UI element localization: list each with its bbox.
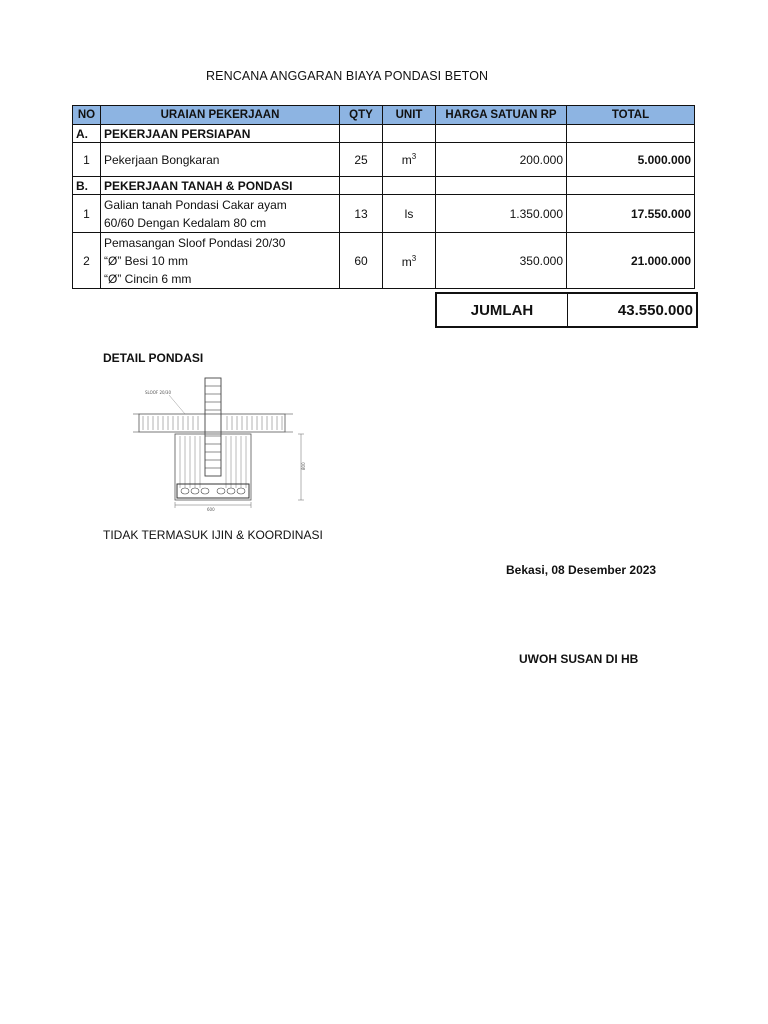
jumlah-value: 43.550.000	[617, 301, 693, 319]
width-dimension-label: 600	[207, 507, 215, 512]
item-qty: 13	[340, 195, 383, 233]
place-date: Bekasi, 08 Desember 2023	[506, 563, 657, 577]
item-total: 5.000.000	[567, 143, 695, 177]
item-total: 21.000.000	[567, 233, 695, 289]
item-harga: 200.000	[436, 143, 567, 177]
header-qty: QTY	[340, 106, 383, 125]
item-desc: Galian tanah Pondasi Cakar ayam 60/60 Dengan Kedalam 80 cm	[101, 195, 340, 233]
section-code: B.	[73, 177, 101, 195]
item-total: 17.550.000	[567, 195, 695, 233]
header-unit: UNIT	[383, 106, 436, 125]
header-total: TOTAL	[567, 106, 695, 125]
section-name: PEKERJAAN PERSIAPAN	[101, 125, 340, 143]
table-row	[73, 195, 695, 233]
sloof-label: SLOOF 20/30	[145, 390, 172, 395]
budget-table	[72, 105, 695, 289]
item-desc: Pemasangan Sloof Pondasi 20/30 “Ø” Besi 10 mm “Ø” Cincin 6 mm	[101, 233, 340, 289]
jumlah-box	[435, 292, 698, 328]
item-harga: 1.350.000	[436, 195, 567, 233]
table-row	[73, 233, 695, 289]
item-unit: $m^3$	[383, 233, 436, 289]
item-desc: Pekerjaan Bongkaran	[101, 143, 340, 177]
item-harga: 350.000	[436, 233, 567, 289]
item-no: 1	[73, 195, 101, 233]
item-no: 1	[73, 143, 101, 177]
document-title: RENCANA ANGGARAN BIAYA PONDASI BETON	[206, 69, 489, 83]
item-no: 2	[73, 233, 101, 289]
signatory-name: UWOH SUSAN DI HB	[519, 652, 639, 666]
header-uraian: URAIAN PEKERJAAN	[101, 106, 340, 125]
item-unit: $m^3$	[383, 143, 436, 177]
table-row	[73, 143, 695, 177]
detail-title: DETAIL PONDASI	[103, 351, 204, 365]
item-qty: 25	[340, 143, 383, 177]
header-no: NO	[73, 106, 101, 125]
header-harga: HARGA SATUAN RP	[436, 106, 567, 125]
section-code: A.	[73, 125, 101, 143]
section-name: PEKERJAAN TANAH & PONDASI	[101, 177, 340, 195]
section-row	[73, 125, 695, 143]
table-header-row	[73, 106, 695, 125]
item-qty: 60	[340, 233, 383, 289]
depth-dimension-label: 800	[301, 462, 306, 470]
jumlah-label: JUMLAH	[437, 294, 568, 326]
exclusion-note: TIDAK TERMASUK IJIN & KOORDINASI	[103, 528, 323, 542]
item-unit: ls	[383, 195, 436, 233]
foundation-detail-drawing	[133, 376, 313, 512]
section-row	[73, 177, 695, 195]
